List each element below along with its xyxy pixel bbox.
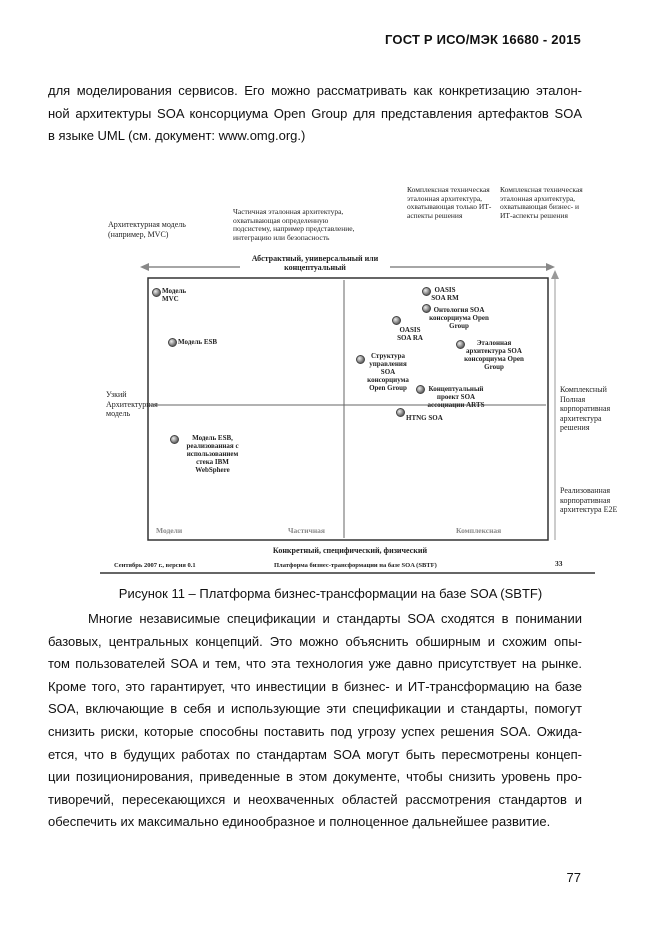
- paragraph-line: обеспечить их максимально единообразное и полноценное дальнейшее развитие.: [48, 814, 551, 830]
- node-mvc: Модель MVC: [162, 287, 187, 303]
- note-partial-reference: Частичная эталонная архитектура, охватывающая определенную подсистему, например представление, интеграцию или безопасность: [233, 207, 355, 242]
- paragraph-line: ется, что в будущих работах по стандартам SOA могут быть пересмотрены концеп-: [48, 746, 582, 762]
- paragraph-line: том пользователей SOA и тем, что эта технология уже давно присутствует на рынке.: [48, 656, 582, 672]
- bottom-label-complex: Комплексная: [456, 526, 502, 535]
- note-business-it-reference: Комплексная техническая эталонная архитектура, охватывающая бизнес- и ИТ-аспекты решения: [500, 185, 583, 220]
- node-esb: Модель ESB: [178, 338, 218, 346]
- node-dot: [168, 338, 177, 347]
- right-axis-top-label: Комплексный Полная корпоративная архитектура решения: [560, 385, 611, 432]
- node-oasis-ra: OASIS SOA RA: [397, 326, 423, 342]
- node-dot: [170, 435, 179, 444]
- top-axis-label: Абстрактный, универсальный или концептуальный: [240, 255, 390, 272]
- node-dot: [392, 316, 401, 325]
- paragraph-line: Кроме того, это гарантирует, что инвестиции в бизнес- и ИТ-трансформацию на базе: [48, 678, 582, 694]
- right-axis-arrow: [551, 270, 559, 279]
- paragraph-line: ции позиционирования, приведенные в этом документе, чтобы снизить уровень про-: [48, 769, 582, 785]
- paragraph-line: тиворечий, пересекающихся и неохваченных областей рассмотрения стандартов и: [48, 791, 582, 807]
- figure-caption: Рисунок 11 – Платформа бизнес-трансформации на базе SOA (SBTF): [118, 586, 543, 601]
- node-dot: [396, 408, 405, 417]
- paragraph-line: Многие независимые спецификации и стандарты SOA сходятся в понимании: [88, 611, 582, 626]
- note-it-reference: Комплексная техническая эталонная архитектура, охватывающая только ИТ-аспекты решения: [407, 185, 492, 220]
- node-dot: [152, 288, 161, 297]
- node-htng: HTNG SOA: [406, 414, 443, 422]
- document-header: ГОСТ Р ИСО/МЭК 16680 - 2015: [385, 32, 581, 47]
- bottom-label-partial: Частичная: [288, 526, 325, 535]
- bottom-axis-label: Конкретный, специфический, физический: [272, 546, 428, 555]
- intro-paragraph: [48, 80, 582, 148]
- sbtf-figure: [100, 180, 618, 575]
- node-oasis-rm: OASIS SOA RM: [431, 286, 459, 302]
- paragraph-line: для моделирования сервисов. Его можно рассматривать как конкретизацию эталон-: [48, 83, 582, 98]
- right-axis-bottom-label: Реализованная корпоративная архитектура E2E: [560, 486, 618, 514]
- bottom-label-models: Модели: [156, 526, 183, 535]
- footer-date: Сентябрь 2007 г., версия 0.1: [114, 562, 196, 569]
- paragraph-line: SOA, включающие в себя и использующие эти спецификации и стандарты, помогут: [48, 701, 582, 717]
- paragraph-line: базовых, центральных концепций. Это можно объяснить обширным и схожим опы-: [48, 633, 582, 649]
- paragraph-line: в языке UML (см. документ: www.omg.org.): [48, 128, 306, 144]
- node-ontology: Онтология SOA консорциума Open Group: [429, 306, 489, 330]
- left-axis-label: Узкий Архитектурная модель: [106, 390, 158, 418]
- paragraph-line: снизить риски, которые способны поставить под угрозу успех решения SOA. Ожида-: [48, 723, 582, 739]
- node-structure: Структура управления SOA консорциума Open Group: [367, 352, 409, 392]
- quadrant-chart: [100, 180, 595, 575]
- page-number: 77: [566, 870, 581, 885]
- body-paragraph: [48, 608, 582, 834]
- paragraph-line: ной архитектуры SOA консорциума Open Group для представления артефактов SOA: [48, 105, 582, 121]
- note-architectural-model: Архитектурная модель (например, MVC): [108, 220, 186, 239]
- node-concept: Концептуальный проект SOA ассоциации ARTS: [427, 385, 485, 409]
- footer-slide-number: 33: [555, 559, 563, 568]
- node-esb-ibm: Модель ESB, реализованная с использованием стека IBM WebSphere: [186, 434, 239, 474]
- node-etalon: Эталонная архитектура SOA консорциума Open Group: [464, 339, 524, 371]
- footer-title: Платформа бизнес-трансформации на базе SOA (SBTF): [274, 562, 437, 569]
